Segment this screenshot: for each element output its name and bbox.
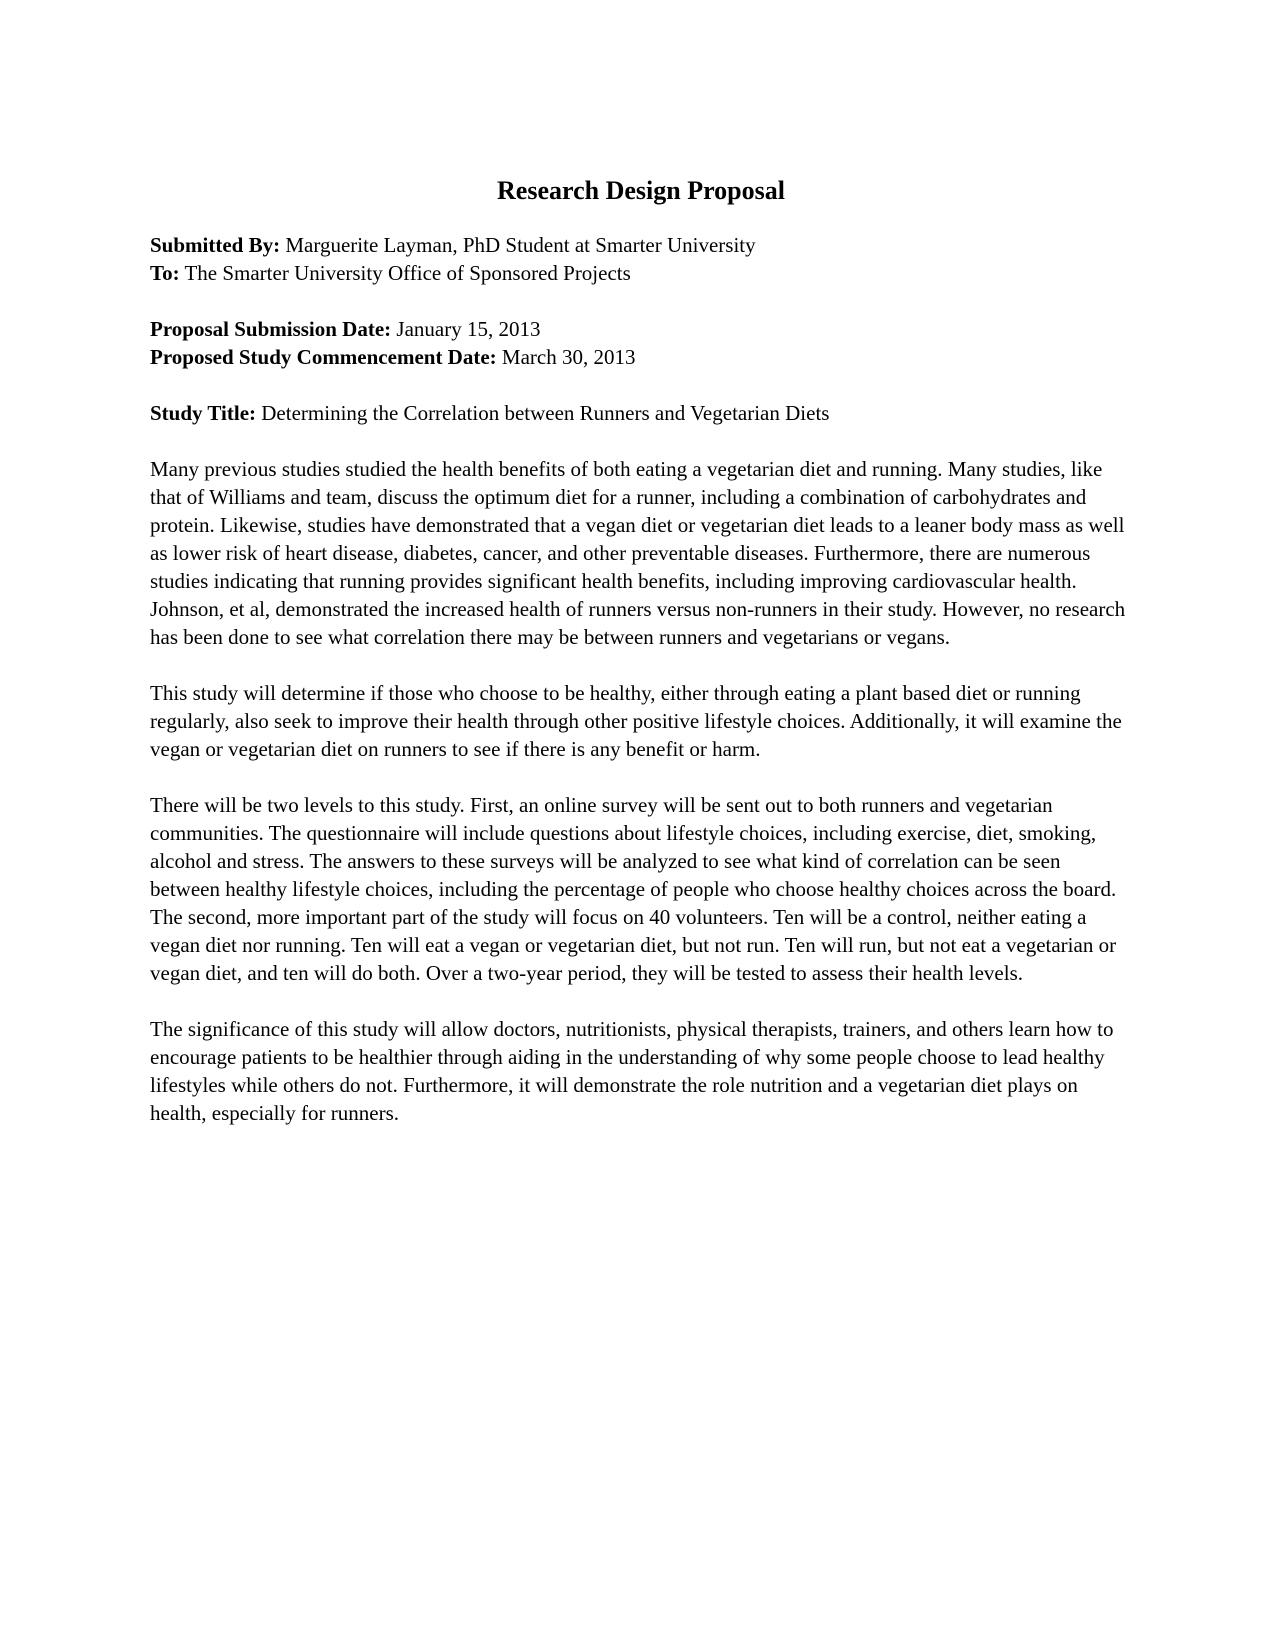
submitted-by-line — [150, 231, 1132, 259]
commencement-date-value: March 30, 2013 — [496, 345, 636, 369]
paragraph-significance: The significance of this study will allow doctors, nutritionists, physical therapists, trainers, and others learn how to encourage patients to be healthier through aiding in the understanding of why some people choose to lead healthy lifestyles while others do not. Furthermore, it will demonstrate the role nutrition and a vegetarian diet plays on health, especially for runners. — [150, 1017, 1114, 1125]
to-line — [150, 259, 1132, 287]
date-info — [150, 315, 1132, 371]
to-label: To: — [150, 261, 180, 285]
study-title-value: Determining the Correlation between Runners and Vegetarian Diets — [256, 401, 830, 425]
paragraph-purpose: This study will determine if those who choose to be healthy, either through eating a plant based diet or running regularly, also seek to improve their health through other positive lifestyle choices. Additionally, it will examine the vegan or vegetarian diet on runners to see if there is any benefit or harm. — [150, 681, 1122, 761]
study-title-label: Study Title: — [150, 401, 257, 425]
paragraph-method: There will be two levels to this study. First, an online survey will be sent out to both runners and vegetarian communities. The questionnaire will include questions about lifestyle choices, including exercise, diet, smoking, alcohol and stress. The answers to these surveys will be analyzed to see what kind of correlation can be seen between healthy lifestyle choices, including the percentage of people who choose healthy choices across the board. The second, more important part of the study will focus on 40 volunteers. Ten will be a control, neither eating a vegan diet nor running. Ten will eat a vegan or vegetarian diet, but not run. Ten will run, but not eat a vegetarian or vegan diet, and ten will do both. Over a two-year period, they will be tested to assess their health levels. — [150, 793, 1117, 985]
submitted-by-label: Submitted By: — [150, 233, 281, 257]
commencement-date-line — [150, 343, 1132, 371]
commencement-date-label: Proposed Study Commencement Date: — [150, 345, 497, 369]
submission-info — [150, 231, 1132, 287]
submission-date-line — [150, 315, 1132, 343]
submission-date-label: Proposal Submission Date: — [150, 317, 392, 341]
study-title-line — [150, 399, 1132, 427]
paragraph-background: Many previous studies studied the health benefits of both eating a vegetarian diet and running. Many studies, like that of Williams and team, discuss the optimum diet for a runner, including a combination of carbohydrates and protein. Likewise, studies have demonstrated that a vegan diet or vegetarian diet leads to a leaner body mass as well as lower risk of heart disease, diabetes, cancer, and other preventable diseases. Furthermore, there are numerous studies indicating that running provides significant health benefits, including improving cardiovascular health. Johnson, et al, demonstrated the increased health of runners versus non-runners in their study. However, no research has been done to see what correlation there may be between runners and vegetarians or vegans. — [150, 457, 1126, 649]
document-body — [150, 175, 1132, 1155]
study-title-info — [150, 399, 1132, 427]
submitted-by-value: Marguerite Layman, PhD Student at Smarter University — [280, 233, 756, 257]
to-value: The Smarter University Office of Sponsored Projects — [179, 261, 631, 285]
submission-date-value: January 15, 2013 — [391, 317, 541, 341]
document-title: Research Design Proposal — [497, 176, 785, 205]
